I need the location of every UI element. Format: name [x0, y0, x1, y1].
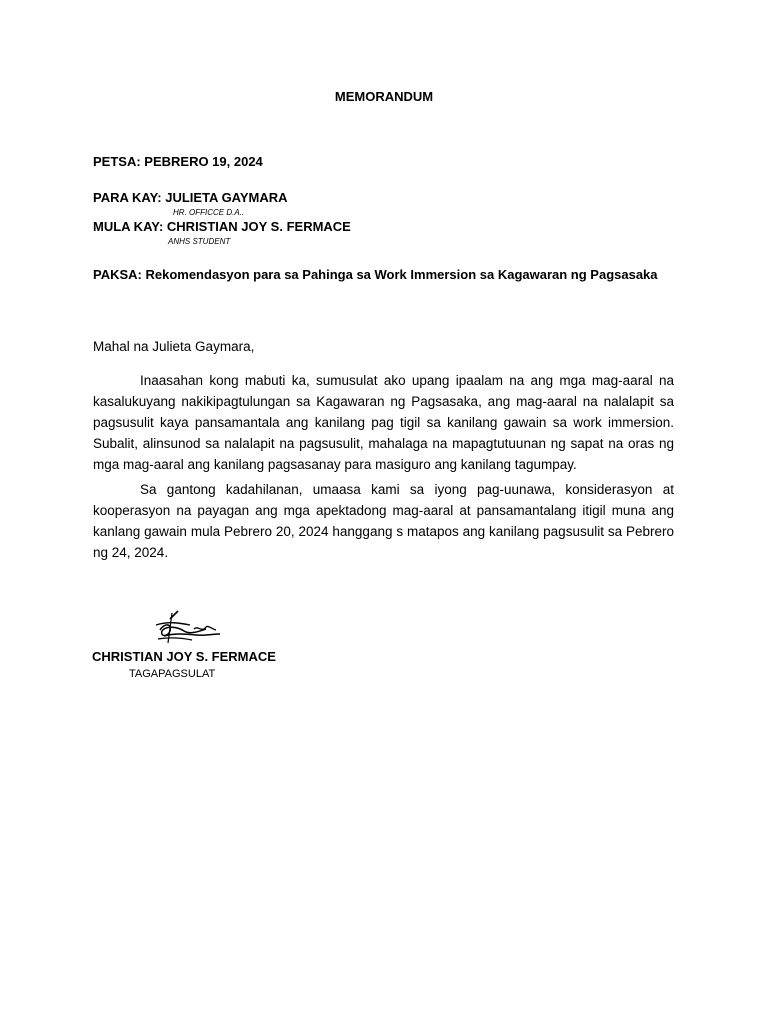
- body-paragraph-1: Inaasahan kong mabuti ka, sumusulat ako upang ipaalam na ang mga mag-aaral na kasalukuyang nakikipagtulungan sa Kagawaran ng Pagsasaka, ang mag-aaral na nalalapit sa pagsusulit kaya pansamantala ang kanilang pag tigil sa kanilang gawain sa work immersion. Subalit, alinsunod sa nalalapit na pagsusulit, mahalaga na mapagtutuunan ng sapat na oras ng mga mag-aaral ang kanilang pagsasanay para masiguro ang kanilang tagumpay.: [93, 373, 674, 472]
- memo-sender-title: ANHS STUDENT: [168, 237, 231, 246]
- memo-sender: MULA KAY: CHRISTIAN JOY S. FERMACE: [93, 219, 351, 234]
- memo-recipient-title: HR. OFFICCE D.A..: [173, 208, 245, 217]
- memo-title: MEMORANDUM: [334, 89, 434, 104]
- salutation: Mahal na Julieta Gaymara,: [93, 339, 255, 354]
- body-paragraph-2: Sa gantong kadahilanan, umaasa kami sa iyong pag-uunawa, konsiderasyon at kooperasyon na payagan ang mga apektadong mag-aaral at pansamantalang itigil muna ang kanlang gawain mula Pebrero 20, 2024 hanggang s matapos ang kanilang pagsusulit sa Pebrero ng 24, 2024.: [93, 482, 674, 560]
- signatory-name: CHRISTIAN JOY S. FERMACE: [92, 649, 276, 664]
- signatory-role: TAGAPAGSULAT: [129, 668, 216, 680]
- memo-date: PETSA: PEBRERO 19, 2024: [93, 154, 263, 169]
- memo-recipient: PARA KAY: JULIETA GAYMARA: [93, 190, 288, 205]
- memo-subject: PAKSA: Rekomendasyon para sa Pahinga sa Work Immersion sa Kagawaran ng Pagsasaka: [93, 267, 658, 282]
